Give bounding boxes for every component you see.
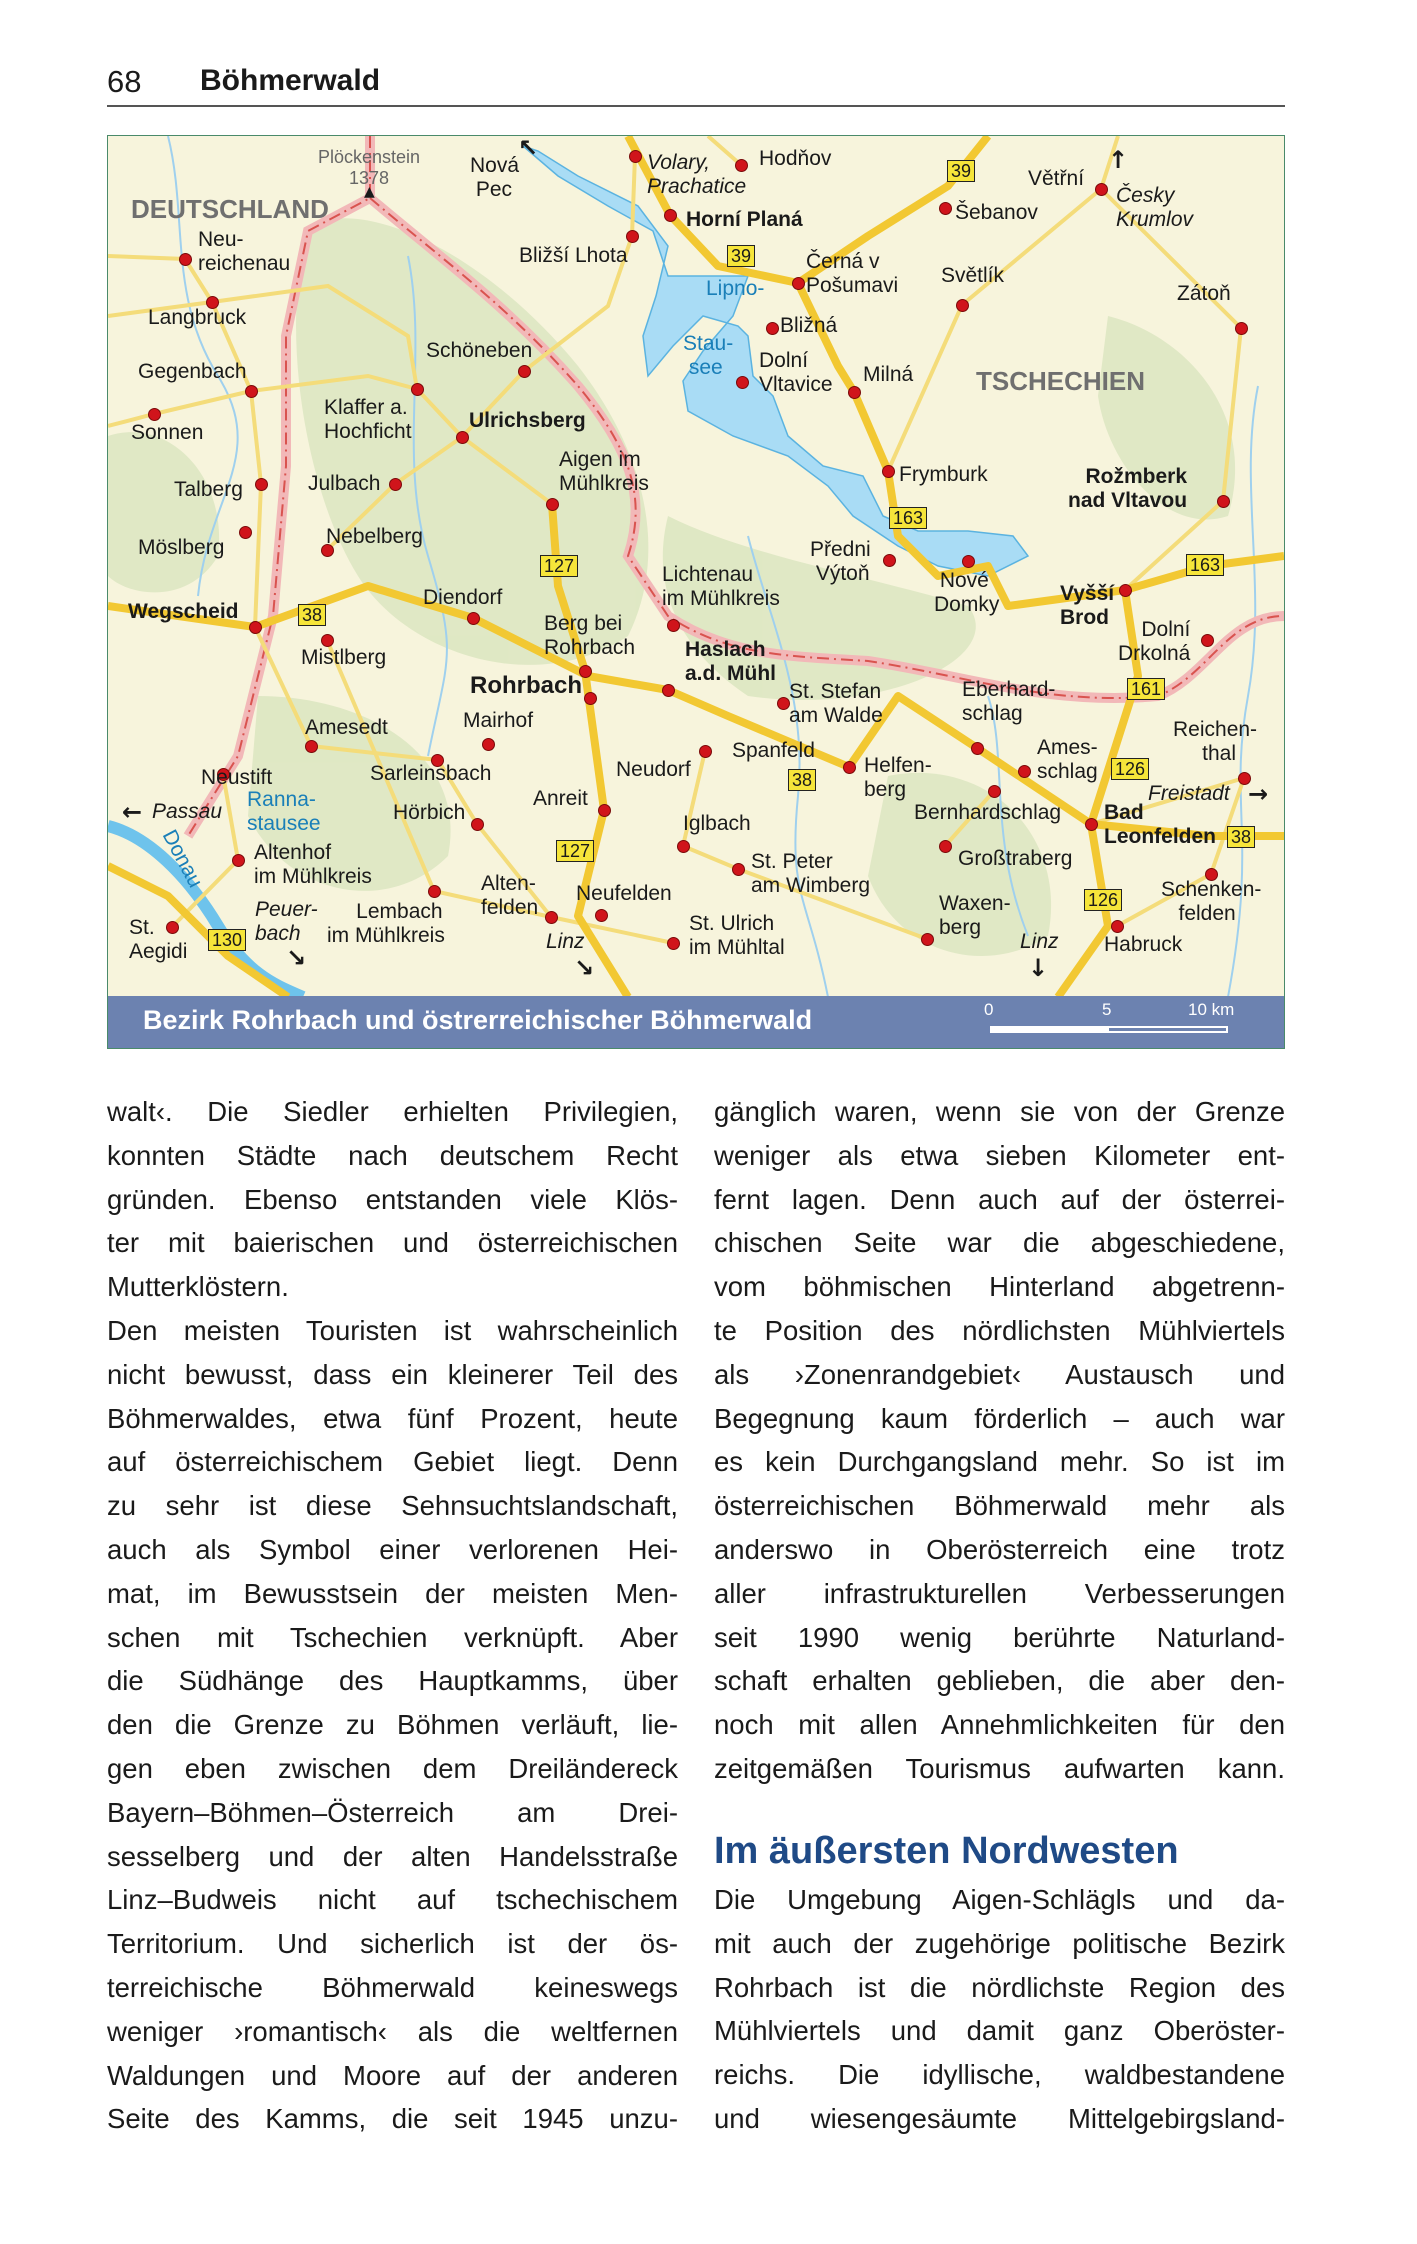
place-label-lichtenau: Lichtenau im Mühlkreis: [662, 563, 780, 610]
place-label-rohrbach: Rohrbach: [470, 672, 583, 699]
place-label-mistlberg: Mistlberg: [301, 646, 387, 669]
road-number-126: 126: [1111, 758, 1149, 780]
text-line: chischen Seite war die abgeschiedene,: [714, 1227, 1285, 1259]
place-label-badleonfelden: Bad Leonfelden: [1104, 801, 1217, 848]
text-line: Die Umgebung Aigen-Schlägls und da-: [714, 1884, 1285, 1915]
town-dot: [1235, 322, 1248, 335]
place-label-neustift: Neustift: [201, 766, 273, 789]
text-column-right-top: [714, 1090, 1285, 1791]
place-label-amesedt: Amesedt: [305, 716, 388, 739]
text-line: konnten Städte nach deutschem Recht: [107, 1139, 678, 1171]
text-line: Seite des Kamms, die seit 1945 unzu-: [107, 2103, 678, 2135]
road-number-163: 163: [1186, 554, 1224, 576]
road-number-39: 39: [727, 245, 755, 267]
town-dot: [939, 840, 952, 853]
place-label-cerna: Černá v Pošumavi: [806, 250, 899, 297]
place-label-lipno: Lipno-: [706, 277, 765, 300]
place-label-haslach: Haslach a.d. Mühl: [685, 638, 776, 685]
place-label-peuerbach: Peuer- bach: [255, 898, 318, 945]
text-line: gen eben zwischen dem Dreiländereck: [107, 1752, 678, 1784]
place-label-reichenthal: Reichen- thal: [1173, 718, 1258, 765]
linz-arrow-icon: ↘: [574, 954, 595, 982]
place-label-dolnivltavice: Dolní Vltavice: [759, 349, 833, 396]
scale-bar-segment: [1109, 1028, 1226, 1031]
text-line: Linz–Budweis nicht auf tschechischem: [107, 1884, 678, 1916]
text-line: aller infrastrukturellen Verbesserungen: [714, 1577, 1285, 1609]
text-line: schen mit Tschechien verknüpft. Aber: [107, 1621, 678, 1653]
text-line: Waldungen und Moore auf der anderen: [107, 2059, 678, 2091]
text-line: Mühlviertels und damit ganz Oberöster-: [714, 2015, 1285, 2047]
place-label-deutschland: DEUTSCHLAND: [131, 194, 329, 224]
place-label-horbich: Hörbich: [393, 801, 466, 824]
town-dot: [467, 612, 480, 625]
place-label-bergbei: Berg bei Rohrbach: [544, 612, 636, 659]
text-line: und wiesengesäumte Mittelgebirgsland-: [714, 2102, 1285, 2134]
place-label-hodnov: Hodňov: [759, 147, 832, 170]
town-dot: [389, 478, 402, 491]
text-line: weniger als etwa sieben Kilometer ent-: [714, 1139, 1285, 1171]
place-label-rozmberk: Rožmberk nad Vltavou: [1068, 465, 1188, 512]
town-dot: [1111, 920, 1124, 933]
place-label-lembach: Lembach im Mühlkreis: [327, 900, 445, 947]
place-label-eberhardschlag: Eberhard- schlag: [962, 678, 1056, 725]
town-dot: [518, 365, 531, 378]
place-label-horniplana: Horní Planá: [686, 208, 803, 231]
linz-south-arrow-icon: ↓: [1028, 954, 1049, 982]
text-line: mat, im Bewusstsein der meisten Men-: [107, 1577, 678, 1609]
text-line: weniger ›romantisch‹ als die weltfernen: [107, 2015, 678, 2047]
place-label-neureichenau: Neu- reichenau: [198, 228, 291, 275]
town-dot: [766, 322, 779, 335]
road-number-39: 39: [947, 160, 975, 182]
town-dot: [956, 299, 969, 312]
place-label-donau: Donau: [157, 826, 208, 892]
town-dot: [546, 498, 559, 511]
town-dot: [471, 818, 484, 831]
town-dot: [1119, 584, 1132, 597]
town-dot: [883, 554, 896, 567]
place-label-frymburk: Frymburk: [899, 463, 988, 486]
place-label-bernhardschlag: Bernhardschlag: [914, 801, 1062, 824]
place-label-sarleinsbach: Sarleinsbach: [370, 762, 492, 785]
town-dot: [545, 911, 558, 924]
text-line: walt‹. Die Siedler erhielten Privilegien,: [107, 1096, 678, 1127]
text-line: nicht bewusst, dass ein kleinerer Teil des: [107, 1358, 678, 1390]
freistadt-arrow-icon: →: [1248, 780, 1269, 808]
town-dot: [411, 383, 424, 396]
page-number: 68: [107, 64, 142, 99]
text-line: auf österreichischem Gebiet liegt. Denn: [107, 1446, 678, 1478]
place-label-blizsilhota: Bližší Lhota: [519, 244, 628, 267]
text-line: Territorium. Und sicherlich ist der ös-: [107, 1928, 678, 1960]
place-label-amesschlag: Ames- schlag: [1037, 736, 1098, 783]
scale-label-0: 0: [984, 1000, 994, 1019]
town-dot: [667, 619, 680, 632]
place-label-stausee: Stau- see: [683, 332, 734, 379]
text-column-right-bottom: [714, 1878, 1285, 2141]
town-dot: [629, 150, 642, 163]
road-number-38: 38: [1227, 826, 1255, 848]
town-dot: [921, 933, 934, 946]
map-caption: Bezirk Rohrbach und östrerreichischer Böhmerwald: [143, 1005, 813, 1035]
volary-arrow-icon: ↖: [518, 135, 539, 162]
place-label-julbach: Julbach: [308, 472, 381, 495]
town-dot: [1018, 765, 1031, 778]
place-label-ceskykrumlov: Česky Krumlov: [1116, 184, 1194, 231]
road-number-127: 127: [540, 555, 578, 577]
place-label-talberg: Talberg: [174, 478, 243, 501]
town-dot: [179, 253, 192, 266]
summit-icon: ▲: [364, 184, 375, 200]
place-label-vyssibrod: Vyšší Brod: [1060, 582, 1115, 629]
town-dot: [667, 937, 680, 950]
text-line: noch mit allen Annehmlichkeiten für den: [714, 1709, 1285, 1741]
text-line: terreichische Böhmerwald keineswegs: [107, 1971, 678, 2003]
place-label-stpeter: St. Peter am Wimberg: [751, 850, 871, 897]
cesky-krumlov-arrow-icon: ↑: [1108, 146, 1129, 174]
place-label-plockenstein: Plöckenstein 1378: [318, 147, 421, 188]
text-line: gänglich waren, wenn sie von der Grenze: [714, 1096, 1285, 1127]
text-line: fernt lagen. Denn auch auf der österrei-: [714, 1183, 1285, 1215]
place-label-diendorf: Diendorf: [423, 586, 503, 609]
town-dot: [882, 465, 895, 478]
text-line: die Südhänge des Hauptkamms, über: [107, 1665, 678, 1697]
town-dot: [792, 277, 805, 290]
town-dot: [598, 804, 611, 817]
text-line: es kein Durchgangsland mehr. So ist im: [714, 1446, 1285, 1478]
road-number-38: 38: [298, 604, 326, 626]
text-line: als ›Zonenrandgebiet‹ Austausch und: [714, 1358, 1285, 1390]
town-dot: [148, 408, 161, 421]
text-line: zeitgemäßen Tourismus aufwarten kann.: [714, 1752, 1285, 1784]
place-label-volary: Volary, Prachatice: [647, 151, 747, 198]
text-line: Bayern–Böhmen–Österreich am Drei-: [107, 1796, 678, 1828]
town-dot: [584, 692, 597, 705]
text-line: Den meisten Touristen ist wahrscheinlich: [107, 1314, 678, 1346]
text-line: österreichischen Böhmerwald mehr als: [714, 1490, 1285, 1522]
place-label-moslberg: Möslberg: [138, 536, 225, 559]
text-line: auch als Symbol einer verlorenen Hei-: [107, 1533, 678, 1565]
town-dot: [848, 386, 861, 399]
text-line: den die Grenze zu Böhmen verläuft, lie-: [107, 1709, 678, 1741]
header-rule: [107, 105, 1285, 107]
place-label-helfenberg: Helfen- berg: [864, 754, 932, 801]
place-label-neudorf: Neudorf: [616, 758, 691, 781]
place-label-novapec: Nová Pec: [470, 154, 520, 201]
town-dot: [255, 478, 268, 491]
passau-arrow-icon: ←: [122, 798, 143, 826]
text-line: sesselberg und der alten Handelsstraße: [107, 1840, 678, 1872]
text-line: reichs. Die idyllische, waldbestandene: [714, 2059, 1285, 2091]
town-dot: [626, 230, 639, 243]
road-number-126: 126: [1084, 889, 1122, 911]
place-label-spanfeld: Spanfeld: [732, 739, 815, 762]
text-line: mit auch der zugehörige politische Bezirk: [714, 1927, 1285, 1959]
place-label-sonnen: Sonnen: [131, 421, 204, 444]
running-header-title: Böhmerwald: [200, 64, 381, 97]
place-label-waxenberg: Waxen- berg: [939, 892, 1011, 939]
town-dot: [736, 376, 749, 389]
place-label-grosstraberg: Großtraberg: [958, 847, 1073, 870]
town-dot: [232, 854, 245, 867]
place-label-schenkenfelden: Schenken- felden: [1161, 878, 1262, 925]
place-label-tschechien: TSCHECHIEN: [976, 366, 1146, 396]
region-map: [107, 135, 1285, 1049]
place-label-svetlik: Světlík: [941, 264, 1005, 287]
place-label-linz2: Linz: [1020, 930, 1059, 953]
text-line: vom böhmischen Hinterland abgetrenn-: [714, 1271, 1285, 1303]
town-dot: [962, 555, 975, 568]
town-dot: [1085, 818, 1098, 831]
text-line: Böhmerwaldes, etwa fünf Prozent, heute: [107, 1402, 678, 1434]
place-label-sebanov: Šebanov: [955, 201, 1038, 224]
place-label-altenfelden: Alten- felden: [481, 872, 539, 919]
place-label-anreit: Anreit: [533, 787, 588, 810]
road-number-130: 130: [208, 929, 246, 951]
town-dot: [595, 909, 608, 922]
place-label-nebelberg: Nebelberg: [326, 525, 423, 548]
town-dot: [939, 202, 952, 215]
place-label-stulrich: St. Ulrich im Mühltal: [689, 912, 785, 959]
road-number-38: 38: [788, 769, 816, 791]
town-dot: [305, 740, 318, 753]
place-label-habruck: Habruck: [1104, 933, 1183, 956]
place-label-aegidi: St. Aegidi: [129, 916, 188, 963]
place-label-mairhof: Mairhof: [463, 709, 534, 732]
town-dot: [732, 863, 745, 876]
place-label-freistadt: Freistadt: [1148, 782, 1230, 805]
place-label-iglbach: Iglbach: [683, 812, 751, 835]
road-number-163: 163: [889, 507, 927, 529]
place-label-ststefan: St. Stefan am Walde: [789, 680, 883, 727]
place-label-linz1: Linz: [546, 930, 585, 953]
text-line: Mutterklöstern.: [107, 1271, 289, 1303]
town-dot: [249, 621, 262, 634]
map-caption-bar: [108, 996, 1284, 1048]
town-dot: [482, 738, 495, 751]
text-line: anderswo in Oberösterreich eine trotz: [714, 1533, 1285, 1565]
town-dot: [239, 526, 252, 539]
place-label-predni: Předni Výtoň: [810, 538, 871, 585]
town-dot: [971, 742, 984, 755]
text-line: zu sehr ist diese Sehnsuchtslandschaft,: [107, 1490, 678, 1522]
place-label-zaton: Zátoň: [1177, 282, 1231, 305]
town-dot: [1201, 634, 1214, 647]
town-dot: [988, 785, 1001, 798]
text-line: seit 1990 wenig berührte Naturland-: [714, 1621, 1285, 1653]
place-label-novedomky: Nové Domky: [934, 569, 1000, 616]
place-label-altenhof: Altenhof im Mühlkreis: [254, 841, 372, 888]
town-dot: [664, 209, 677, 222]
place-label-klaffer: Klaffer a. Hochficht: [324, 396, 412, 443]
text-line: schaft erhalten geblieben, die aber den-: [714, 1665, 1285, 1697]
town-dot: [699, 745, 712, 758]
town-dot: [428, 885, 441, 898]
town-dot: [677, 840, 690, 853]
text-line: gründen. Ebenso entstanden viele Klös-: [107, 1183, 678, 1215]
place-label-passau: Passau: [152, 800, 223, 823]
text-line: te Position des nördlichsten Mühlviertels: [714, 1314, 1285, 1346]
scale-label-10: 10 km: [1188, 1000, 1235, 1019]
road-number-127: 127: [556, 840, 594, 862]
text-line: ter mit baierischen und österreichischen: [107, 1227, 678, 1259]
place-label-ulrichsberg: Ulrichsberg: [469, 409, 586, 432]
text-line: Begegnung kaum förderlich – auch war: [714, 1402, 1285, 1434]
place-label-schoneben: Schöneben: [426, 339, 533, 362]
scale-label-5: 5: [1102, 1000, 1112, 1019]
text-column-left: [107, 1090, 678, 2141]
place-label-milna: Milná: [863, 363, 914, 386]
place-label-aigen: Aigen im Mühlkreis: [559, 448, 649, 495]
town-dot: [245, 385, 258, 398]
road-number-161: 161: [1127, 678, 1165, 700]
place-label-rannastausee: Ranna- stausee: [247, 788, 321, 835]
text-line: Rohrbach ist die nördlichste Region des: [714, 1971, 1285, 2003]
place-label-langbruck: Langbruck: [148, 306, 247, 329]
place-label-vetrni: Větřní: [1028, 167, 1085, 190]
section-heading: Im äußersten Nordwesten: [714, 1830, 1179, 1872]
town-dot: [843, 761, 856, 774]
place-label-dolnidrkolna: Dolní Drkolná: [1118, 618, 1191, 665]
town-dot: [1095, 183, 1108, 196]
town-dot: [662, 684, 675, 697]
place-label-blizna: Bližná: [780, 314, 838, 337]
town-dot: [456, 431, 469, 444]
peuerbach-arrow-icon: ↘: [286, 944, 307, 972]
town-dot: [1217, 495, 1230, 508]
scale-bar: [978, 1000, 1258, 1042]
place-label-neufelden: Neufelden: [576, 882, 672, 905]
place-label-wegscheid: Wegscheid: [128, 600, 239, 623]
place-label-gegenbach: Gegenbach: [138, 360, 247, 383]
